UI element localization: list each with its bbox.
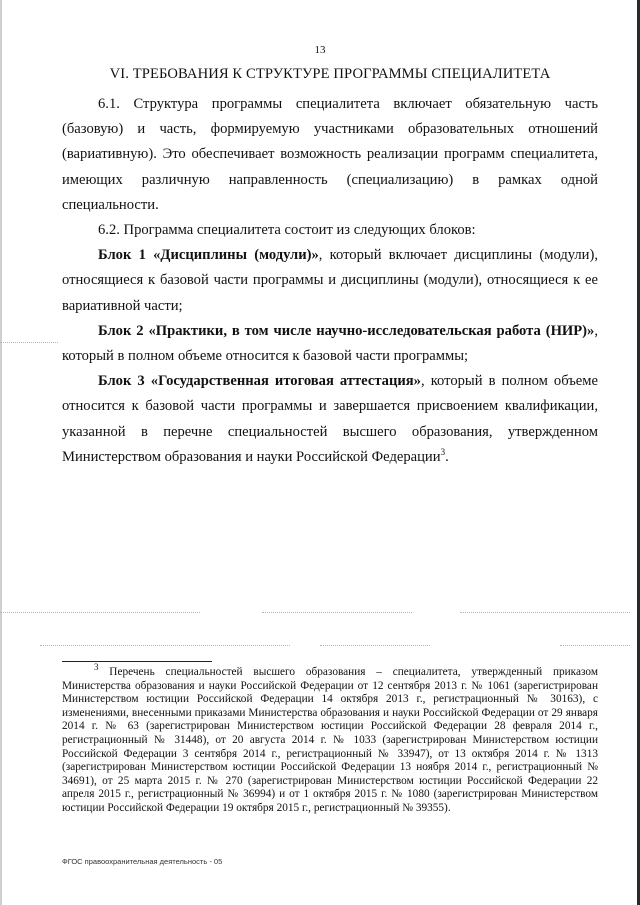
block-3-text: , который в полном объеме относится к базовой части программы и завершается присвоением квалификации, указанной в перечне специальностей высшего образования, утвержденном Министерством образования и науки Российской Федерации — [62, 373, 598, 465]
paragraph-block-1 — [62, 243, 598, 319]
paragraph-6-1: 6.1. Структура программы специалитета включает обязательную часть (базовую) и часть, формируемую участниками образовательных отношений (вариативную). Это обеспечивает возможность реализации программ специалитета, имеющих различную направленность (специализацию) в рамках одной специальности. — [62, 96, 598, 213]
paragraph-6-2: 6.2. Программа специалитета состоит из следующих блоков: — [98, 222, 476, 239]
scan-dots — [320, 645, 430, 646]
block-2-title: Блок 2 «Практики, в том числе научно-исследовательская работа (НИР)» — [98, 322, 595, 339]
block-3-title: Блок 3 «Государственная итоговая аттестация» — [98, 373, 421, 390]
document-body — [62, 92, 598, 470]
section-title: VI. ТРЕБОВАНИЯ К СТРУКТУРЕ ПРОГРАММЫ СПЕЦИАЛИТЕТА — [109, 66, 551, 82]
block-1-text: , который включает дисциплины (модули), относящиеся к базовой части программы и дисциплины (модули), относящиеся к ее вариативной части; — [62, 247, 598, 314]
scan-dots — [560, 645, 630, 646]
scan-dots — [40, 645, 290, 646]
block-2-text: , который в полном объеме относится к базовой части программы; — [62, 322, 598, 365]
footnote — [62, 662, 598, 816]
paragraph-block-3 — [62, 369, 598, 470]
footnote-marker: 3 — [94, 662, 99, 673]
footnote-reference[interactable]: 3 — [440, 446, 446, 457]
scan-dots — [0, 342, 58, 343]
scan-left-edge — [0, 0, 2, 905]
block-3-end: . — [445, 448, 449, 465]
scan-dots — [0, 612, 200, 613]
footnote-separator — [62, 661, 212, 662]
footnote-3 — [62, 662, 598, 816]
page-number: 13 — [314, 44, 326, 56]
paragraph-block-2 — [62, 319, 598, 369]
footer-mark: ФГОС правоохранительная деятельность - 05 — [62, 857, 223, 866]
block-1-title: Блок 1 «Дисциплины (модули)» — [98, 247, 319, 264]
scan-dots — [460, 612, 630, 613]
scan-dots — [262, 612, 412, 613]
footnote-text: Перечень специальностей высшего образования – специалитета, утвержденный приказом Министерства образования и науки Российской Федерации от 12 сентября 2013 г. № 1061 (зарегистрирован Министерством юстиции Российской Федерации 14 октября 2013 г., регистрационный № 30163), с изменениями, внесенными приказами Министерства образования и науки Российской Федерации от 29 января 2014 г. № 63 (зарегистрирован Министерством юстиции Российской Федерации 28 февраля 2014 г., регистрационный № 31448), от 20 августа 2014 г. № 1033 (зарегистрирован Министерством юстиции Российской Федерации 3 сентября 2014 г., регистрационный № 33947), от 13 октября 2014 г. № 1313 (зарегистрирован Министерством юстиции Российской Федерации 13 ноября 2014 г., регистрационный № 34691), от 25 марта 2015 г. № 270 (зарегистрирован Министерством юстиции Российской Федерации 22 апреля 2015 г., регистрационный № 36994) и от 1 октября 2015 г. № 1080 (зарегистрирован Министерством юстиции Российской Федерации 19 октября 2015 г., регистрационный № 39355). — [62, 666, 598, 814]
